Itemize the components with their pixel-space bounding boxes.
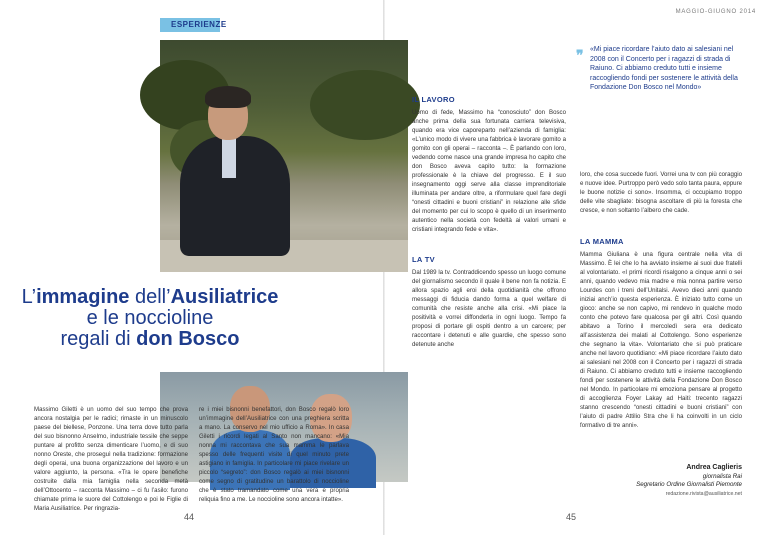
page-number-left: 44 bbox=[184, 512, 195, 522]
section-label: ESPERIENZE bbox=[171, 20, 227, 29]
heading-la-mamma: LA MAMMA bbox=[580, 237, 624, 246]
article-title: L’immagine dell’Ausiliatrice e le noccioline regali di don Bosco bbox=[21, 286, 279, 350]
quote-icon: ❞ bbox=[576, 47, 584, 63]
author-name: Andrea Caglieris bbox=[686, 464, 742, 471]
left-column-1: Massimo Giletti è un uomo del suo tempo che prova ancora nostalgia per le radici; rimaste in un minuscolo paese del biellese, Ponzone. Una terra dove tutto parla del suo bisnonno Anselmo, industriale tessile che seppe puntare al profitto senza dimenticare l’uomo, e di suo nonno Oreste, che proseguì nella tradizione: formazione degli operai, una buona organizzazione del lavoro e un valore aggiunto, la persona. «Tra le opere benefiche costruite dalla mia famiglia nella seconda metà dell’Ottocento – racconta Massimo – ci fu l’asilo: furono chiamate prima le suore del Cottolengo e poi le Figlie di Maria Ausiliatrice. Per ringrazia- bbox=[34, 406, 188, 512]
author-role: giornalista Rai bbox=[702, 472, 742, 480]
issue-date: MAGGIO-GIUGNO 2014 bbox=[675, 9, 756, 15]
author-signature bbox=[580, 464, 742, 498]
text-la-tv-continued: loro, che cosa succede fuori. Vorrei una tv con più coraggio e nuove idee. Purtroppo però vedo solo tanta paura, eppure le buone notizie ci sono». Insomma, ci occupiamo troppo delle vite sbagliate: bisogna ascoltare di più la foresta che cresce, e non soltanto l’albero che cade. bbox=[580, 171, 742, 214]
text-la-tv: Dal 1989 la tv. Contraddicendo spesso un luogo comune del giornalismo secondo il quale il bene non fa notizia. E allora spazio agli eroi della quotidianità che offrono messaggi di fiducia dando forma a quel welfare di comunità che resiste anche alla crisi. «Mi piace la positività e vorrei diffonderla in ogni luogo. Tempo fa proposi di portare gli ospiti dentro a un carcere; per raccontare i detenuti e alle guardie, che spesso sono detenute anche bbox=[412, 269, 566, 348]
heading-la-tv: LA TV bbox=[412, 255, 435, 264]
heading-il-lavoro: IL LAVORO bbox=[412, 95, 455, 104]
portrait-photo bbox=[160, 40, 408, 272]
left-column-2: re i miei bisnonni benefattori, don Bosco regalò loro un’immagine dell’Ausiliatrice con una preghiera scritta a mano. La conservo nel mio ufficio a Roma». In casa Giletti i ricordi legati al Santo non mancano: «Mia nonna mi raccontava che sua mamma le parlava spesso delle frequenti visite di quel minuto prete astigiano in famiglia. In particolare mi piace rivelare un piccolo “segreto”: don Bosco regalò ai miei bisnonni come segno di gratitudine un barattolo di noccioline che è stato tramandato come una vera e propria reliquia fino a me. Le noccioline sono ancora intatte». bbox=[199, 406, 349, 503]
page-number-right: 45 bbox=[566, 512, 577, 522]
text-la-mamma: Mamma Giuliana è una figura centrale nella vita di Massimo. È lei che lo ha avviato insieme ai suoi due fratelli al volontariato. «I primi ricordi risalgono a cinque anni o sei anni, quando vedevo mia madre e mia nonna partire verso Lourdes con i treni dell’Unitalsi. Avevo dieci anni quando iniziai anch’io questa esperienza. È iniziato tutto come un gioco: anche se non capivo, mi rendevo in qualche modo conto che potevo fare qualcosa per gli altri. Così quando abitavo a Torino il mercoledì sera era dedicato all’assistenza dei malati al Cottolengo. Sono esperienze che segnano la vita». Volontariato che si può praticare anche nel lavoro quotidiano: «Mi piace ricordare l’aiuto dato ai salesiani nel 2008 con il Concerto per i ragazzi di strada di Raiuno. Ci abbiamo creduto tutti e insieme raccogliendo fondi per sostenere le attività della Fondazione Don Bosco nel Mondo. In particolare mi emoziona pensare al progetto di accoglienza Foyer Lakay ad Haiti: trecento ragazzi stanno crescendo “onesti cittadini e buoni cristiani” con l’aiuto di padre Attilio Stra che li ha coinvolti in un ciclo formativo di tre anni». bbox=[580, 251, 742, 429]
contact-email: redazione.rivista@ausiliatrice.net bbox=[665, 490, 742, 497]
author-role-2: Segretario Ordine Giornalisti Piemonte bbox=[636, 481, 742, 489]
text-il-lavoro: Uomo di fede, Massimo ha “conosciuto” don Bosco anche prima della sua fortunata carriera televisiva, quando era vice caporeparto nell’azienda di famiglia: «L’unico modo di vivere una fabbrica è lavorare gomito a gomito con gli operai – racconta –. È parlando con loro, vedendo come nasce una grande impresa ho capito che don Bosco aveva capito tutto: la formazione professionale è la chiave del progresso. E il suo insegnamento oggi serve alla classe imprenditoriale illuminata per andare oltre, a riformulare quel fare degli “onesti cittadini e buoni cristiani” in relazione alle sfide del momento per cui lo scopo è quello di un inserimento autentico nella società con fedeltà ai valori umani e cristiani integrando fede e vita». bbox=[412, 109, 566, 233]
pull-quote: «Mi piace ricordare l’aiuto dato ai salesiani nel 2008 con il Concerto per i ragazzi di strada di Raiuno. Ci abbiamo creduto tutti e insieme raccogliendo fondi per sostenere le attività della Fondazione Don Bosco nel Mondo» bbox=[590, 46, 738, 92]
